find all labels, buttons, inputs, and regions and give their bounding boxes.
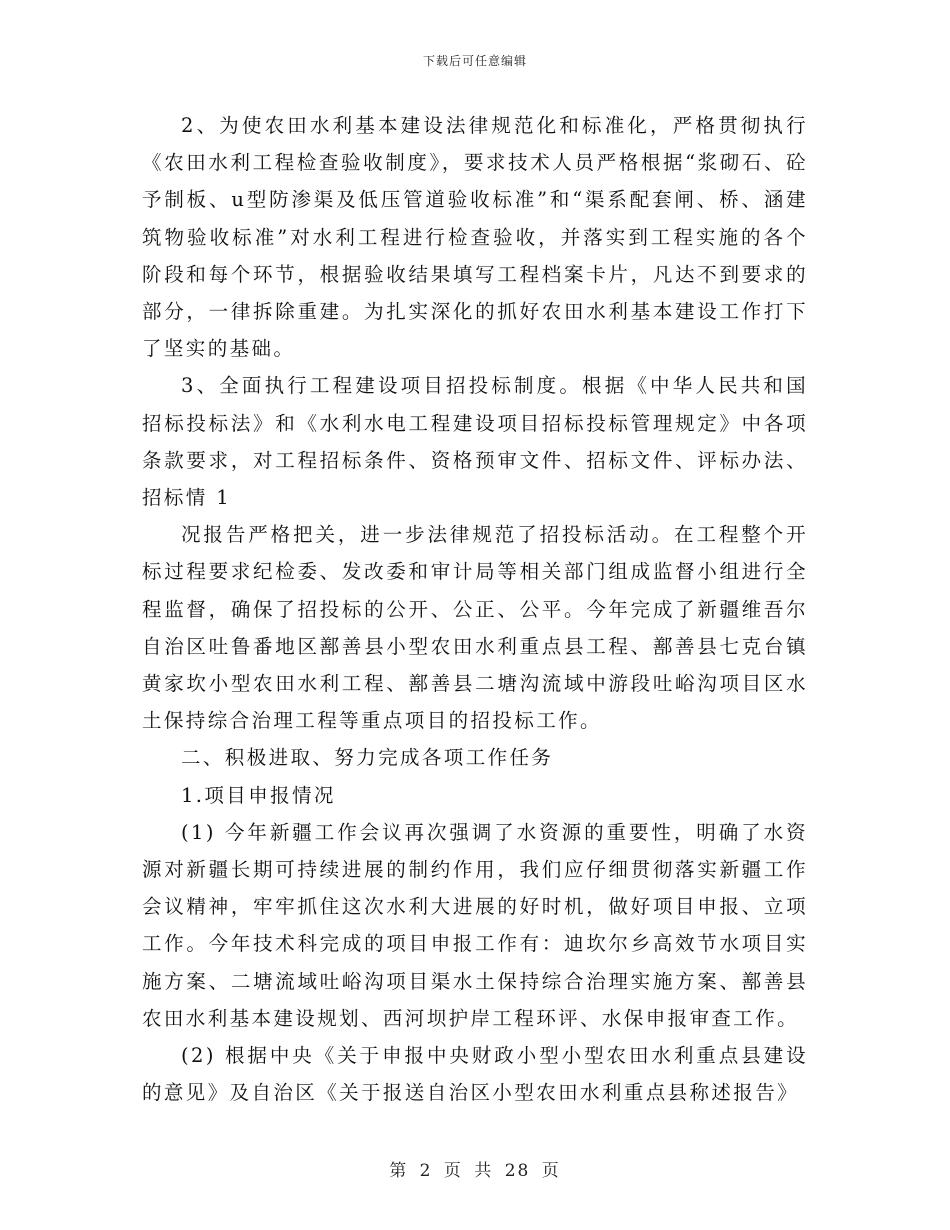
paragraph-item-1: (1) 今年新疆工作会议再次强调了水资源的重要性，明确了水资源对新疆长期可持续进展的制约作用，我们应仔细贯彻落实新疆工作会议精神，牢牢抓住这次水利大进展的好时机，做好项目申报、立项工作。今年技术科完成的项目申报工作有：迪坎尔乡高效节水项目实施方案、二塘流域吐峪沟项目渠水土保持综合治理实施方案、鄯善县农田水利基本建设规划、西河坝护岸工程环评、水保申报审查工作。 [142, 820, 808, 1030]
section-heading-tasks: 二、积极进取、努力完成各项工作任务 [181, 746, 554, 770]
page-footer: 第 2 页 共 28 页 [389, 1161, 561, 1181]
paragraph-bidding-system: 3、全面执行工程建设项目招投标制度。根据《中华人民共和国招标投标法》和《水利水电工程建设项目招标投标管理规定》中各项条款要求，对工程招标条件、资格预审文件、招标文件、评标办法、招标情 1 [142, 374, 808, 510]
paragraph-bidding-report: 况报告严格把关，进一步法律规范了招投标活动。在工程整个开标过程要求纪检委、发改委和审计局等相关部门组成监督小组进行全程监督，确保了招投标的公开、公正、公平。今年完成了新疆维吾尔自治区吐鲁番地区鄯善县小型农田水利重点县工程、鄯善县七克台镇黄家坎小型农田水利工程、鄯善县二塘沟流域中游段吐峪沟项目区水土保持综合治理工程等重点项目的招投标工作。 [142, 523, 808, 733]
document-body [142, 107, 808, 1111]
paragraph-item-2: (2) 根据中央《关于申报中央财政小型小型农田水利重点县建设的意见》及自治区《关于报送自治区小型农田水利重点县称述报告》 [142, 1044, 808, 1105]
subheading-project-application: 1.项目申报情况 [181, 783, 336, 807]
page-header: 下载后可任意编辑 [422, 54, 527, 68]
paragraph-inspection-rules: 2、为使农田水利基本建设法律规范化和标准化，严格贯彻执行《农田水利工程检查验收制度》，要求技术人员严格根据“浆砌石、砼予制板、u型防渗渠及低压管道验收标准”和“渠系配套闸、桥、涵建筑物验收标准”对水利工程进行检查验收，并落实到工程实施的各个阶段和每个环节，根据验收结果填写工程档案卡片，凡达不到要求的部分，一律拆除重建。为扎实深化的抓好农田水利基本建设工作打下了坚实的基础。 [142, 114, 808, 361]
